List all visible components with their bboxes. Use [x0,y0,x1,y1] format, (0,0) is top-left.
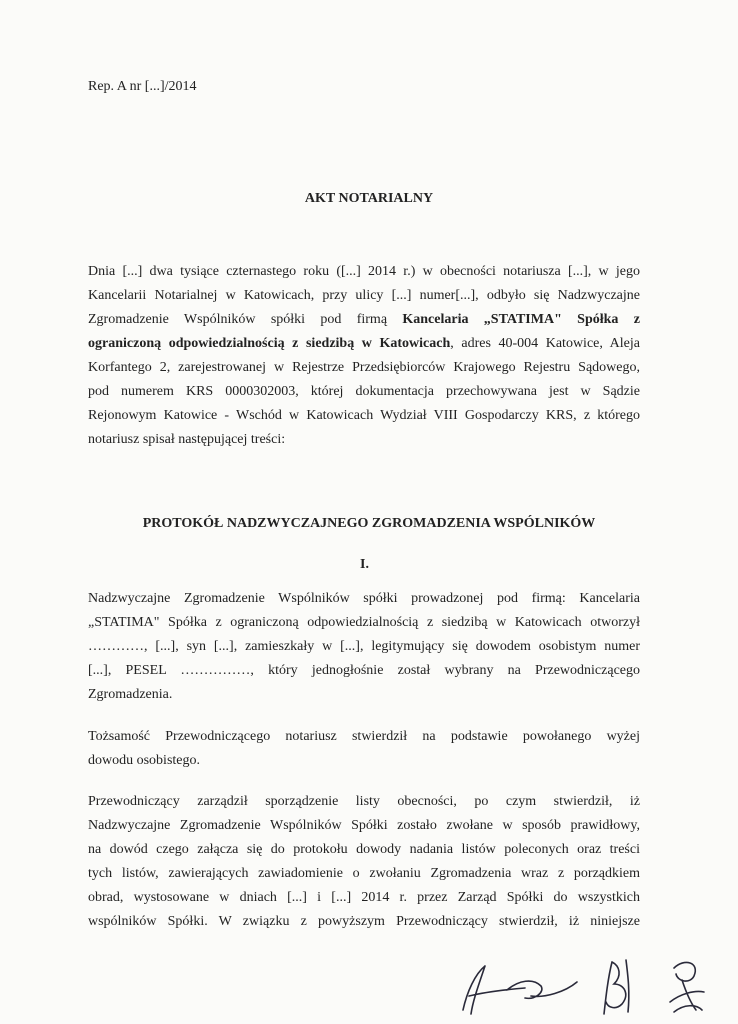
chairman-paragraph [88,587,640,707]
repertory-number: Rep. A nr [...]/2014 [88,79,197,94]
paragraph-line: …………, [...], syn [...], zamieszkały w [...], legitymujący się dowodem osobistym numer [88,639,640,654]
intro-paragraph [88,260,640,452]
signature-3-icon [660,952,710,1022]
intro-line: Dnia [...] dwa tysiące czternastego roku ([...] 2014 r.) w obecności notariusza [...], w jego [88,264,640,279]
company-form-bold: ograniczoną odpowiedzialnością z siedzibą w Katowicach [88,336,451,351]
paragraph-line: Nadzwyczajne Zgromadzenie Wspólników Spółki zostało zwołane w sposób prawidłowy, [88,818,640,833]
paragraph-line: Przewodniczący zarządził sporządzenie listy obecności, po czym stwierdził, iż [88,794,640,809]
intro-line [88,332,640,356]
protocol-title: PROTOKÓŁ NADZWYCZAJNEGO ZGROMADZENIA WSPÓLNIKÓW [142,516,596,531]
intro-line: notariusz spisał następującej treści: [88,432,286,447]
section-number: I. [360,557,369,572]
paragraph-line: dowodu osobistego. [88,753,200,768]
attendance-paragraph [88,790,640,934]
paragraph-line: obrad, wystosowane w dniach [...] i [...] 2014 r. przez Zarząd Spółki do wszystkich [88,890,640,905]
intro-line: Korfantego 2, zarejestrowanej w Rejestrze Przedsiębiorców Krajowego Rejestru Sądowego, [88,360,640,375]
paragraph-line: tych listów, zawierających zawiadomienie o zwołaniu Zgromadzenia wraz z porządkiem [88,866,640,881]
signature-1-icon [445,952,585,1022]
paragraph-line: Zgromadzenia. [88,687,173,702]
intro-line [88,308,640,332]
intro-line: Kancelarii Notarialnej w Katowicach, przy ulicy [...] numer[...], odbyło się Nadzwyczajne [88,288,640,303]
company-name-bold: Kancelaria „STATIMA" Spółka z [402,312,640,327]
intro-line: Rejonowym Katowice - Wschód w Katowicach Wydział VIII Gospodarczy KRS, z którego [88,408,640,423]
intro-text: Zgromadzenie Wspólników spółki pod firmą [88,312,403,327]
identity-paragraph [88,725,640,773]
paragraph-line: wspólników Spółki. W związku z powyższym Przewodniczący stwierdził, iż niniejsze [88,914,640,929]
intro-line: pod numerem KRS 0000302003, której dokumentacja przechowywana jest w Sądzie [88,384,640,399]
intro-text: , adres 40-004 Katowice, Aleja [450,336,640,351]
paragraph-line: Nadzwyczajne Zgromadzenie Wspólników spółki prowadzonej pod firmą: Kancelaria [88,591,640,606]
document-title: AKT NOTARIALNY [304,191,434,206]
signature-2-icon [592,952,642,1022]
paragraph-line: „STATIMA" Spółka z ograniczoną odpowiedzialnością z siedzibą w Katowicach otworzył [88,615,640,630]
paragraph-line: na dowód czego załącza się do protokołu dowody nadania listów poleconych oraz treści [88,842,640,857]
paragraph-line: Tożsamość Przewodniczącego notariusz stwierdził na podstawie powołanego wyżej [88,729,640,744]
paragraph-line: [...], PESEL ……………, który jednogłośnie został wybrany na Przewodniczącego [88,663,640,678]
